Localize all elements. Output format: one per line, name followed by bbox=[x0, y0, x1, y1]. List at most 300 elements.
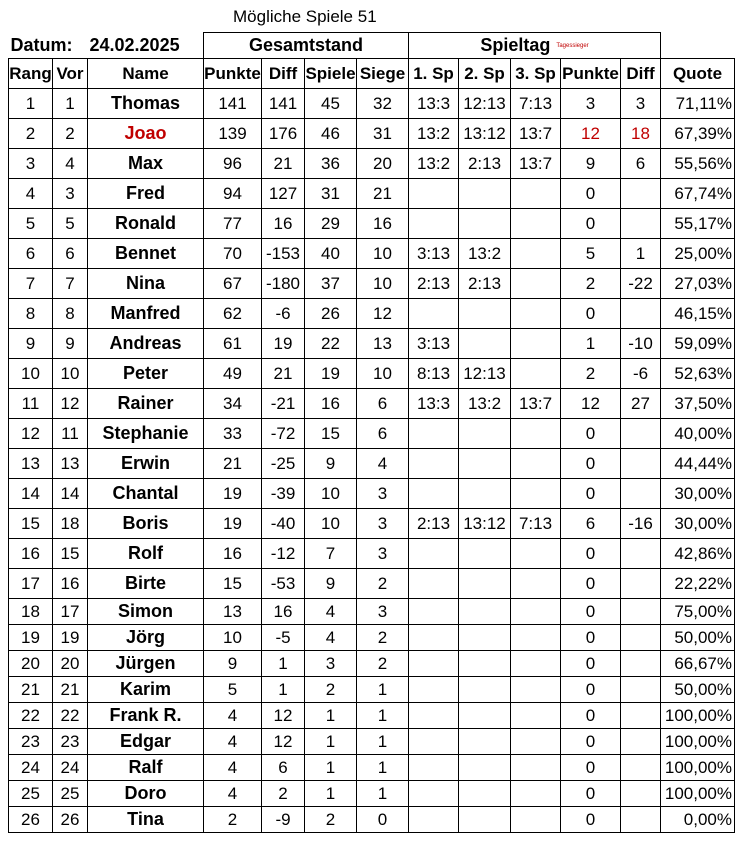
vor-cell: 11 bbox=[53, 419, 88, 449]
sp2-cell: 13:2 bbox=[459, 389, 511, 419]
sp2-cell bbox=[459, 625, 511, 651]
diff-cell: -40 bbox=[262, 509, 305, 539]
tag-diff-cell bbox=[621, 729, 661, 755]
tag-punkte-cell: 0 bbox=[561, 209, 621, 239]
sp1-cell: 2:13 bbox=[409, 509, 459, 539]
vor-cell: 17 bbox=[53, 599, 88, 625]
sp2-cell bbox=[459, 179, 511, 209]
spiele-cell: 1 bbox=[305, 755, 357, 781]
diff-cell: 1 bbox=[262, 651, 305, 677]
vor-cell: 3 bbox=[53, 179, 88, 209]
rang-cell: 22 bbox=[9, 703, 53, 729]
sp1-cell: 8:13 bbox=[409, 359, 459, 389]
spiele-cell: 2 bbox=[305, 807, 357, 833]
vor-cell: 25 bbox=[53, 781, 88, 807]
standings-rows bbox=[9, 89, 735, 833]
tag-punkte-cell: 0 bbox=[561, 419, 621, 449]
siege-cell: 3 bbox=[357, 509, 409, 539]
sp2-cell bbox=[459, 677, 511, 703]
table-row bbox=[9, 677, 735, 703]
spiele-cell: 29 bbox=[305, 209, 357, 239]
rang-cell: 26 bbox=[9, 807, 53, 833]
rang-cell: 17 bbox=[9, 569, 53, 599]
siege-cell: 3 bbox=[357, 539, 409, 569]
table-row bbox=[9, 479, 735, 509]
vor-cell: 24 bbox=[53, 755, 88, 781]
quote-cell: 44,44% bbox=[661, 449, 735, 479]
sp1-cell bbox=[409, 479, 459, 509]
tag-punkte-cell: 0 bbox=[561, 449, 621, 479]
punkte-cell: 61 bbox=[204, 329, 262, 359]
quote-cell: 66,67% bbox=[661, 651, 735, 677]
punkte-cell: 62 bbox=[204, 299, 262, 329]
sp3-cell bbox=[511, 677, 561, 703]
header-rang: Rang bbox=[9, 59, 53, 89]
tag-diff-cell: -6 bbox=[621, 359, 661, 389]
spiele-cell: 45 bbox=[305, 89, 357, 119]
vor-cell: 16 bbox=[53, 569, 88, 599]
header-punkte: Punkte bbox=[204, 59, 262, 89]
sp2-cell bbox=[459, 781, 511, 807]
tag-punkte-cell: 0 bbox=[561, 651, 621, 677]
siege-cell: 1 bbox=[357, 755, 409, 781]
table-row bbox=[9, 239, 735, 269]
spiele-cell: 10 bbox=[305, 509, 357, 539]
diff-cell: 141 bbox=[262, 89, 305, 119]
tag-diff-cell bbox=[621, 539, 661, 569]
sp3-cell bbox=[511, 625, 561, 651]
sp3-cell bbox=[511, 359, 561, 389]
vor-cell: 4 bbox=[53, 149, 88, 179]
sp1-cell bbox=[409, 651, 459, 677]
rang-cell: 24 bbox=[9, 755, 53, 781]
rang-cell: 11 bbox=[9, 389, 53, 419]
siege-cell: 12 bbox=[357, 299, 409, 329]
quote-cell: 100,00% bbox=[661, 755, 735, 781]
quote-cell: 30,00% bbox=[661, 509, 735, 539]
punkte-cell: 96 bbox=[204, 149, 262, 179]
sp2-cell bbox=[459, 449, 511, 479]
tag-diff-cell bbox=[621, 807, 661, 833]
group-spieltag bbox=[409, 33, 661, 59]
punkte-cell: 9 bbox=[204, 651, 262, 677]
table-row bbox=[9, 389, 735, 419]
punkte-cell: 5 bbox=[204, 677, 262, 703]
tag-diff-cell bbox=[621, 677, 661, 703]
diff-cell: 12 bbox=[262, 703, 305, 729]
sp1-cell bbox=[409, 781, 459, 807]
punkte-cell: 4 bbox=[204, 729, 262, 755]
header-diff: Diff bbox=[262, 59, 305, 89]
name-cell: Thomas bbox=[88, 89, 204, 119]
diff-cell: -180 bbox=[262, 269, 305, 299]
siege-cell: 3 bbox=[357, 599, 409, 625]
group-gesamtstand: Gesamtstand bbox=[204, 33, 409, 59]
standings-table bbox=[8, 32, 735, 833]
siege-cell: 16 bbox=[357, 209, 409, 239]
sp3-cell bbox=[511, 329, 561, 359]
tag-punkte-cell: 6 bbox=[561, 509, 621, 539]
sp1-cell bbox=[409, 209, 459, 239]
sp2-cell bbox=[459, 479, 511, 509]
vor-cell: 23 bbox=[53, 729, 88, 755]
quote-cell: 37,50% bbox=[661, 389, 735, 419]
diff-cell: 16 bbox=[262, 209, 305, 239]
spiele-cell: 7 bbox=[305, 539, 357, 569]
name-cell: Manfred bbox=[88, 299, 204, 329]
rang-cell: 16 bbox=[9, 539, 53, 569]
siege-cell: 21 bbox=[357, 179, 409, 209]
punkte-cell: 19 bbox=[204, 509, 262, 539]
rang-cell: 15 bbox=[9, 509, 53, 539]
spiele-cell: 1 bbox=[305, 729, 357, 755]
table-row bbox=[9, 651, 735, 677]
diff-cell: -72 bbox=[262, 419, 305, 449]
diff-cell: 12 bbox=[262, 729, 305, 755]
table-row bbox=[9, 359, 735, 389]
name-cell: Tina bbox=[88, 807, 204, 833]
name-cell: Joao bbox=[88, 119, 204, 149]
name-cell: Nina bbox=[88, 269, 204, 299]
sp2-cell bbox=[459, 703, 511, 729]
siege-cell: 20 bbox=[357, 149, 409, 179]
tag-punkte-cell: 9 bbox=[561, 149, 621, 179]
punkte-cell: 4 bbox=[204, 755, 262, 781]
siege-cell: 31 bbox=[357, 119, 409, 149]
sp3-cell bbox=[511, 599, 561, 625]
name-cell: Ronald bbox=[88, 209, 204, 239]
punkte-cell: 4 bbox=[204, 703, 262, 729]
quote-cell: 42,86% bbox=[661, 539, 735, 569]
vor-cell: 8 bbox=[53, 299, 88, 329]
sp3-cell bbox=[511, 703, 561, 729]
header-quote: Quote bbox=[661, 59, 735, 89]
sp2-cell bbox=[459, 755, 511, 781]
sp1-cell: 2:13 bbox=[409, 269, 459, 299]
diff-cell: 19 bbox=[262, 329, 305, 359]
siege-cell: 1 bbox=[357, 781, 409, 807]
table-row bbox=[9, 149, 735, 179]
vor-cell: 21 bbox=[53, 677, 88, 703]
tag-diff-cell bbox=[621, 599, 661, 625]
sp2-cell: 13:12 bbox=[459, 119, 511, 149]
punkte-cell: 141 bbox=[204, 89, 262, 119]
vor-cell: 14 bbox=[53, 479, 88, 509]
quote-cell: 46,15% bbox=[661, 299, 735, 329]
sp3-cell: 13:7 bbox=[511, 389, 561, 419]
sp2-cell bbox=[459, 299, 511, 329]
diff-cell: -5 bbox=[262, 625, 305, 651]
sp1-cell: 3:13 bbox=[409, 329, 459, 359]
sp2-cell bbox=[459, 209, 511, 239]
name-cell: Rainer bbox=[88, 389, 204, 419]
sp3-cell: 13:7 bbox=[511, 149, 561, 179]
tag-punkte-cell: 0 bbox=[561, 781, 621, 807]
vor-cell: 15 bbox=[53, 539, 88, 569]
tag-punkte-cell: 0 bbox=[561, 755, 621, 781]
quote-cell: 52,63% bbox=[661, 359, 735, 389]
sp2-cell bbox=[459, 599, 511, 625]
date-label: Datum: bbox=[10, 34, 73, 55]
siege-cell: 1 bbox=[357, 703, 409, 729]
tag-punkte-cell: 12 bbox=[561, 119, 621, 149]
spiele-cell: 9 bbox=[305, 449, 357, 479]
sp3-cell: 7:13 bbox=[511, 509, 561, 539]
rang-cell: 20 bbox=[9, 651, 53, 677]
name-cell: Chantal bbox=[88, 479, 204, 509]
siege-cell: 4 bbox=[357, 449, 409, 479]
spieltag-label: Spieltag bbox=[480, 35, 551, 55]
table-row bbox=[9, 807, 735, 833]
table-row bbox=[9, 299, 735, 329]
diff-cell: -53 bbox=[262, 569, 305, 599]
diff-cell: 176 bbox=[262, 119, 305, 149]
quote-cell: 100,00% bbox=[661, 781, 735, 807]
sp2-cell: 13:2 bbox=[459, 239, 511, 269]
tag-punkte-cell: 0 bbox=[561, 299, 621, 329]
rang-cell: 23 bbox=[9, 729, 53, 755]
vor-cell: 26 bbox=[53, 807, 88, 833]
tag-diff-cell: 1 bbox=[621, 239, 661, 269]
sp3-cell bbox=[511, 807, 561, 833]
table-row bbox=[9, 509, 735, 539]
quote-cell: 55,17% bbox=[661, 209, 735, 239]
siege-cell: 3 bbox=[357, 479, 409, 509]
name-cell: Jörg bbox=[88, 625, 204, 651]
rang-cell: 14 bbox=[9, 479, 53, 509]
spiele-cell: 26 bbox=[305, 299, 357, 329]
spiele-cell: 36 bbox=[305, 149, 357, 179]
vor-cell: 1 bbox=[53, 89, 88, 119]
spiele-cell: 4 bbox=[305, 599, 357, 625]
table-row bbox=[9, 89, 735, 119]
quote-cell: 0,00% bbox=[661, 807, 735, 833]
spiele-cell: 46 bbox=[305, 119, 357, 149]
name-cell: Rolf bbox=[88, 539, 204, 569]
tag-diff-cell: -16 bbox=[621, 509, 661, 539]
tag-diff-cell: 3 bbox=[621, 89, 661, 119]
siege-cell: 1 bbox=[357, 729, 409, 755]
vor-cell: 19 bbox=[53, 625, 88, 651]
diff-cell: -6 bbox=[262, 299, 305, 329]
spiele-cell: 16 bbox=[305, 389, 357, 419]
quote-cell: 67,39% bbox=[661, 119, 735, 149]
sp2-cell: 2:13 bbox=[459, 149, 511, 179]
rang-cell: 1 bbox=[9, 89, 53, 119]
tag-diff-cell: 18 bbox=[621, 119, 661, 149]
sp1-cell bbox=[409, 729, 459, 755]
possible-games-title: Mögliche Spiele 51 bbox=[233, 7, 377, 26]
punkte-cell: 94 bbox=[204, 179, 262, 209]
name-cell: Andreas bbox=[88, 329, 204, 359]
name-cell: Doro bbox=[88, 781, 204, 807]
header-tag-diff: Diff bbox=[621, 59, 661, 89]
tag-diff-cell bbox=[621, 781, 661, 807]
sp3-cell bbox=[511, 419, 561, 449]
name-cell: Max bbox=[88, 149, 204, 179]
sp1-cell bbox=[409, 419, 459, 449]
vor-cell: 18 bbox=[53, 509, 88, 539]
vor-cell: 22 bbox=[53, 703, 88, 729]
sp3-cell bbox=[511, 539, 561, 569]
table-row bbox=[9, 269, 735, 299]
punkte-cell: 16 bbox=[204, 539, 262, 569]
sp3-cell bbox=[511, 449, 561, 479]
name-cell: Frank R. bbox=[88, 703, 204, 729]
rang-cell: 12 bbox=[9, 419, 53, 449]
quote-cell: 75,00% bbox=[661, 599, 735, 625]
sp1-cell bbox=[409, 677, 459, 703]
sp3-cell bbox=[511, 299, 561, 329]
sp2-cell bbox=[459, 569, 511, 599]
spiele-cell: 31 bbox=[305, 179, 357, 209]
diff-cell: 21 bbox=[262, 359, 305, 389]
punkte-cell: 19 bbox=[204, 479, 262, 509]
header-sp1: 1. Sp bbox=[409, 59, 459, 89]
name-cell: Ralf bbox=[88, 755, 204, 781]
sp1-cell bbox=[409, 807, 459, 833]
table-row bbox=[9, 329, 735, 359]
tag-diff-cell bbox=[621, 569, 661, 599]
column-header-row bbox=[9, 59, 735, 89]
punkte-cell: 10 bbox=[204, 625, 262, 651]
name-cell: Boris bbox=[88, 509, 204, 539]
quote-cell: 50,00% bbox=[661, 625, 735, 651]
siege-cell: 13 bbox=[357, 329, 409, 359]
sp1-cell bbox=[409, 179, 459, 209]
name-cell: Birte bbox=[88, 569, 204, 599]
sp3-cell bbox=[511, 569, 561, 599]
rang-cell: 8 bbox=[9, 299, 53, 329]
spiele-cell: 10 bbox=[305, 479, 357, 509]
sp2-cell bbox=[459, 651, 511, 677]
spiele-cell: 2 bbox=[305, 677, 357, 703]
tag-punkte-cell: 0 bbox=[561, 539, 621, 569]
rang-cell: 9 bbox=[9, 329, 53, 359]
spiele-cell: 3 bbox=[305, 651, 357, 677]
punkte-cell: 13 bbox=[204, 599, 262, 625]
tag-punkte-cell: 2 bbox=[561, 359, 621, 389]
diff-cell: -9 bbox=[262, 807, 305, 833]
sp3-cell bbox=[511, 179, 561, 209]
table-row bbox=[9, 119, 735, 149]
sp3-cell bbox=[511, 269, 561, 299]
siege-cell: 32 bbox=[357, 89, 409, 119]
sp3-cell bbox=[511, 239, 561, 269]
tag-punkte-cell: 0 bbox=[561, 625, 621, 651]
vor-cell: 7 bbox=[53, 269, 88, 299]
header-name: Name bbox=[88, 59, 204, 89]
rang-cell: 3 bbox=[9, 149, 53, 179]
quote-cell: 40,00% bbox=[661, 419, 735, 449]
rang-cell: 5 bbox=[9, 209, 53, 239]
tag-diff-cell bbox=[621, 755, 661, 781]
tag-punkte-cell: 3 bbox=[561, 89, 621, 119]
punkte-cell: 70 bbox=[204, 239, 262, 269]
vor-cell: 2 bbox=[53, 119, 88, 149]
tag-punkte-cell: 0 bbox=[561, 677, 621, 703]
siege-cell: 1 bbox=[357, 677, 409, 703]
vor-cell: 12 bbox=[53, 389, 88, 419]
sp3-cell bbox=[511, 729, 561, 755]
sp3-cell bbox=[511, 781, 561, 807]
punkte-cell: 4 bbox=[204, 781, 262, 807]
vor-cell: 6 bbox=[53, 239, 88, 269]
punkte-cell: 139 bbox=[204, 119, 262, 149]
tag-diff-cell: 6 bbox=[621, 149, 661, 179]
punkte-cell: 77 bbox=[204, 209, 262, 239]
sp2-cell bbox=[459, 329, 511, 359]
tag-diff-cell: 27 bbox=[621, 389, 661, 419]
vor-cell: 9 bbox=[53, 329, 88, 359]
tag-diff-cell: -22 bbox=[621, 269, 661, 299]
sp1-cell: 3:13 bbox=[409, 239, 459, 269]
sp1-cell bbox=[409, 703, 459, 729]
tag-diff-cell bbox=[621, 419, 661, 449]
spiele-cell: 4 bbox=[305, 625, 357, 651]
rang-cell: 6 bbox=[9, 239, 53, 269]
tag-punkte-cell: 2 bbox=[561, 269, 621, 299]
tag-diff-cell bbox=[621, 449, 661, 479]
punkte-cell: 2 bbox=[204, 807, 262, 833]
sp1-cell bbox=[409, 299, 459, 329]
table-row bbox=[9, 755, 735, 781]
punkte-cell: 34 bbox=[204, 389, 262, 419]
diff-cell: 6 bbox=[262, 755, 305, 781]
quote-cell: 67,74% bbox=[661, 179, 735, 209]
sp1-cell bbox=[409, 539, 459, 569]
sp1-cell bbox=[409, 569, 459, 599]
tag-punkte-cell: 12 bbox=[561, 389, 621, 419]
sp1-cell bbox=[409, 755, 459, 781]
table-row bbox=[9, 781, 735, 807]
rang-cell: 13 bbox=[9, 449, 53, 479]
diff-cell: 16 bbox=[262, 599, 305, 625]
siege-cell: 2 bbox=[357, 651, 409, 677]
tagessieger-note: Tagessieger bbox=[556, 43, 589, 50]
diff-cell: -153 bbox=[262, 239, 305, 269]
spiele-cell: 1 bbox=[305, 703, 357, 729]
name-cell: Edgar bbox=[88, 729, 204, 755]
siege-cell: 10 bbox=[357, 239, 409, 269]
sp3-cell: 7:13 bbox=[511, 89, 561, 119]
tag-diff-cell bbox=[621, 209, 661, 239]
quote-cell: 50,00% bbox=[661, 677, 735, 703]
rang-cell: 2 bbox=[9, 119, 53, 149]
tag-punkte-cell: 0 bbox=[561, 807, 621, 833]
rang-cell: 10 bbox=[9, 359, 53, 389]
quote-cell: 100,00% bbox=[661, 703, 735, 729]
sp2-cell: 12:13 bbox=[459, 89, 511, 119]
table-row bbox=[9, 209, 735, 239]
sp1-cell bbox=[409, 625, 459, 651]
vor-cell: 5 bbox=[53, 209, 88, 239]
name-cell: Bennet bbox=[88, 239, 204, 269]
diff-cell: 1 bbox=[262, 677, 305, 703]
sp2-cell bbox=[459, 539, 511, 569]
name-cell: Jürgen bbox=[88, 651, 204, 677]
date-value: 24.02.2025 bbox=[89, 34, 180, 55]
name-cell: Stephanie bbox=[88, 419, 204, 449]
name-cell: Karim bbox=[88, 677, 204, 703]
tag-diff-cell: -10 bbox=[621, 329, 661, 359]
header-spiele: Spiele bbox=[305, 59, 357, 89]
spiele-cell: 9 bbox=[305, 569, 357, 599]
sp3-cell bbox=[511, 755, 561, 781]
spiele-cell: 19 bbox=[305, 359, 357, 389]
diff-cell: -25 bbox=[262, 449, 305, 479]
quote-cell: 27,03% bbox=[661, 269, 735, 299]
